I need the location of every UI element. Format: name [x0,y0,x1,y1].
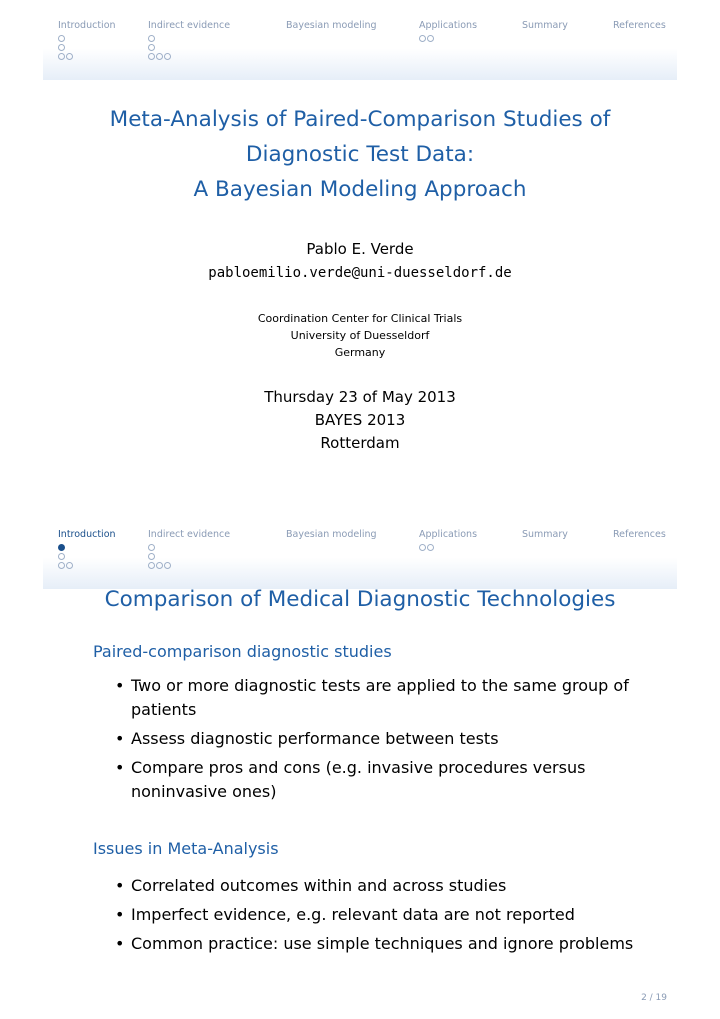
nav-dot[interactable] [419,35,426,42]
nav-dot[interactable] [58,35,65,42]
nav-dot[interactable] [148,53,155,60]
list-item: • Common practice: use simple techniques and ignore problems [115,932,635,956]
nav-bayesian-modeling[interactable]: Bayesian modeling [286,20,377,31]
list-item: • Assess diagnostic performance between tests [115,727,635,751]
paired-comparison-list [115,674,635,809]
nav-dot[interactable] [58,553,65,560]
nav-dot[interactable] [156,53,163,60]
content-slide [43,519,677,1014]
presentation-title: Meta-Analysis of Paired-Comparison Studies of Diagnostic Test Data: A Bayesian Modeling Approach [109,107,611,202]
nav-dot[interactable] [156,562,163,569]
nav-dot[interactable] [427,35,434,42]
nav-dot[interactable] [66,562,73,569]
nav-introduction[interactable]: Introduction [58,529,116,541]
institute: Coordination Center for Clinical Trials University of Duesseldorf Germany [257,312,463,359]
slide-title: Comparison of Medical Diagnostic Technologies [104,587,616,612]
list-item: • Compare pros and cons (e.g. invasive procedures versus noninvasive ones) [115,756,635,804]
nav-dot[interactable] [58,53,65,60]
event-info: Thursday 23 of May 2013 BAYES 2013 Rotterdam [264,388,456,452]
nav-dot[interactable] [427,544,434,551]
issues-list [115,874,635,961]
nav-dot[interactable] [148,35,155,42]
list-item: • Correlated outcomes within and across studies [115,874,635,898]
nav-dot[interactable] [164,53,171,60]
nav-references[interactable]: References [613,20,666,31]
nav-dot[interactable] [148,544,155,551]
nav-dot[interactable] [66,53,73,60]
block-title-paired-comparison: Paired-comparison diagnostic studies [93,642,392,661]
nav-dot[interactable] [419,544,426,551]
nav-dot[interactable] [58,562,65,569]
nav-dot[interactable] [148,44,155,51]
list-item: • Imperfect evidence, e.g. relevant data are not reported [115,903,635,927]
author-email[interactable]: pabloemilio.verde@uni-duesseldorf.de [208,265,512,281]
block-title-issues: Issues in Meta-Analysis [93,839,279,858]
nav-summary[interactable]: Summary [522,529,568,540]
title-slide [43,10,677,505]
list-item: • Two or more diagnostic tests are applied to the same group of patients [115,674,635,722]
nav-dot[interactable] [58,44,65,51]
nav-introduction[interactable]: Introduction [58,20,116,32]
nav-dot[interactable] [148,562,155,569]
nav-indirect-evidence[interactable]: Indirect evidence [148,529,230,541]
nav-bayesian-modeling[interactable]: Bayesian modeling [286,529,377,540]
nav-bar [43,519,677,589]
nav-dot[interactable] [148,553,155,560]
nav-bar [43,10,677,80]
page-number: 2 / 19 [641,993,667,1003]
nav-dot-current[interactable] [58,544,65,551]
nav-applications[interactable]: Applications [419,20,477,32]
nav-summary[interactable]: Summary [522,20,568,31]
nav-references[interactable]: References [613,529,666,540]
nav-dot[interactable] [164,562,171,569]
nav-applications[interactable]: Applications [419,529,477,541]
nav-indirect-evidence[interactable]: Indirect evidence [148,20,230,32]
author-name: Pablo E. Verde [306,240,414,258]
